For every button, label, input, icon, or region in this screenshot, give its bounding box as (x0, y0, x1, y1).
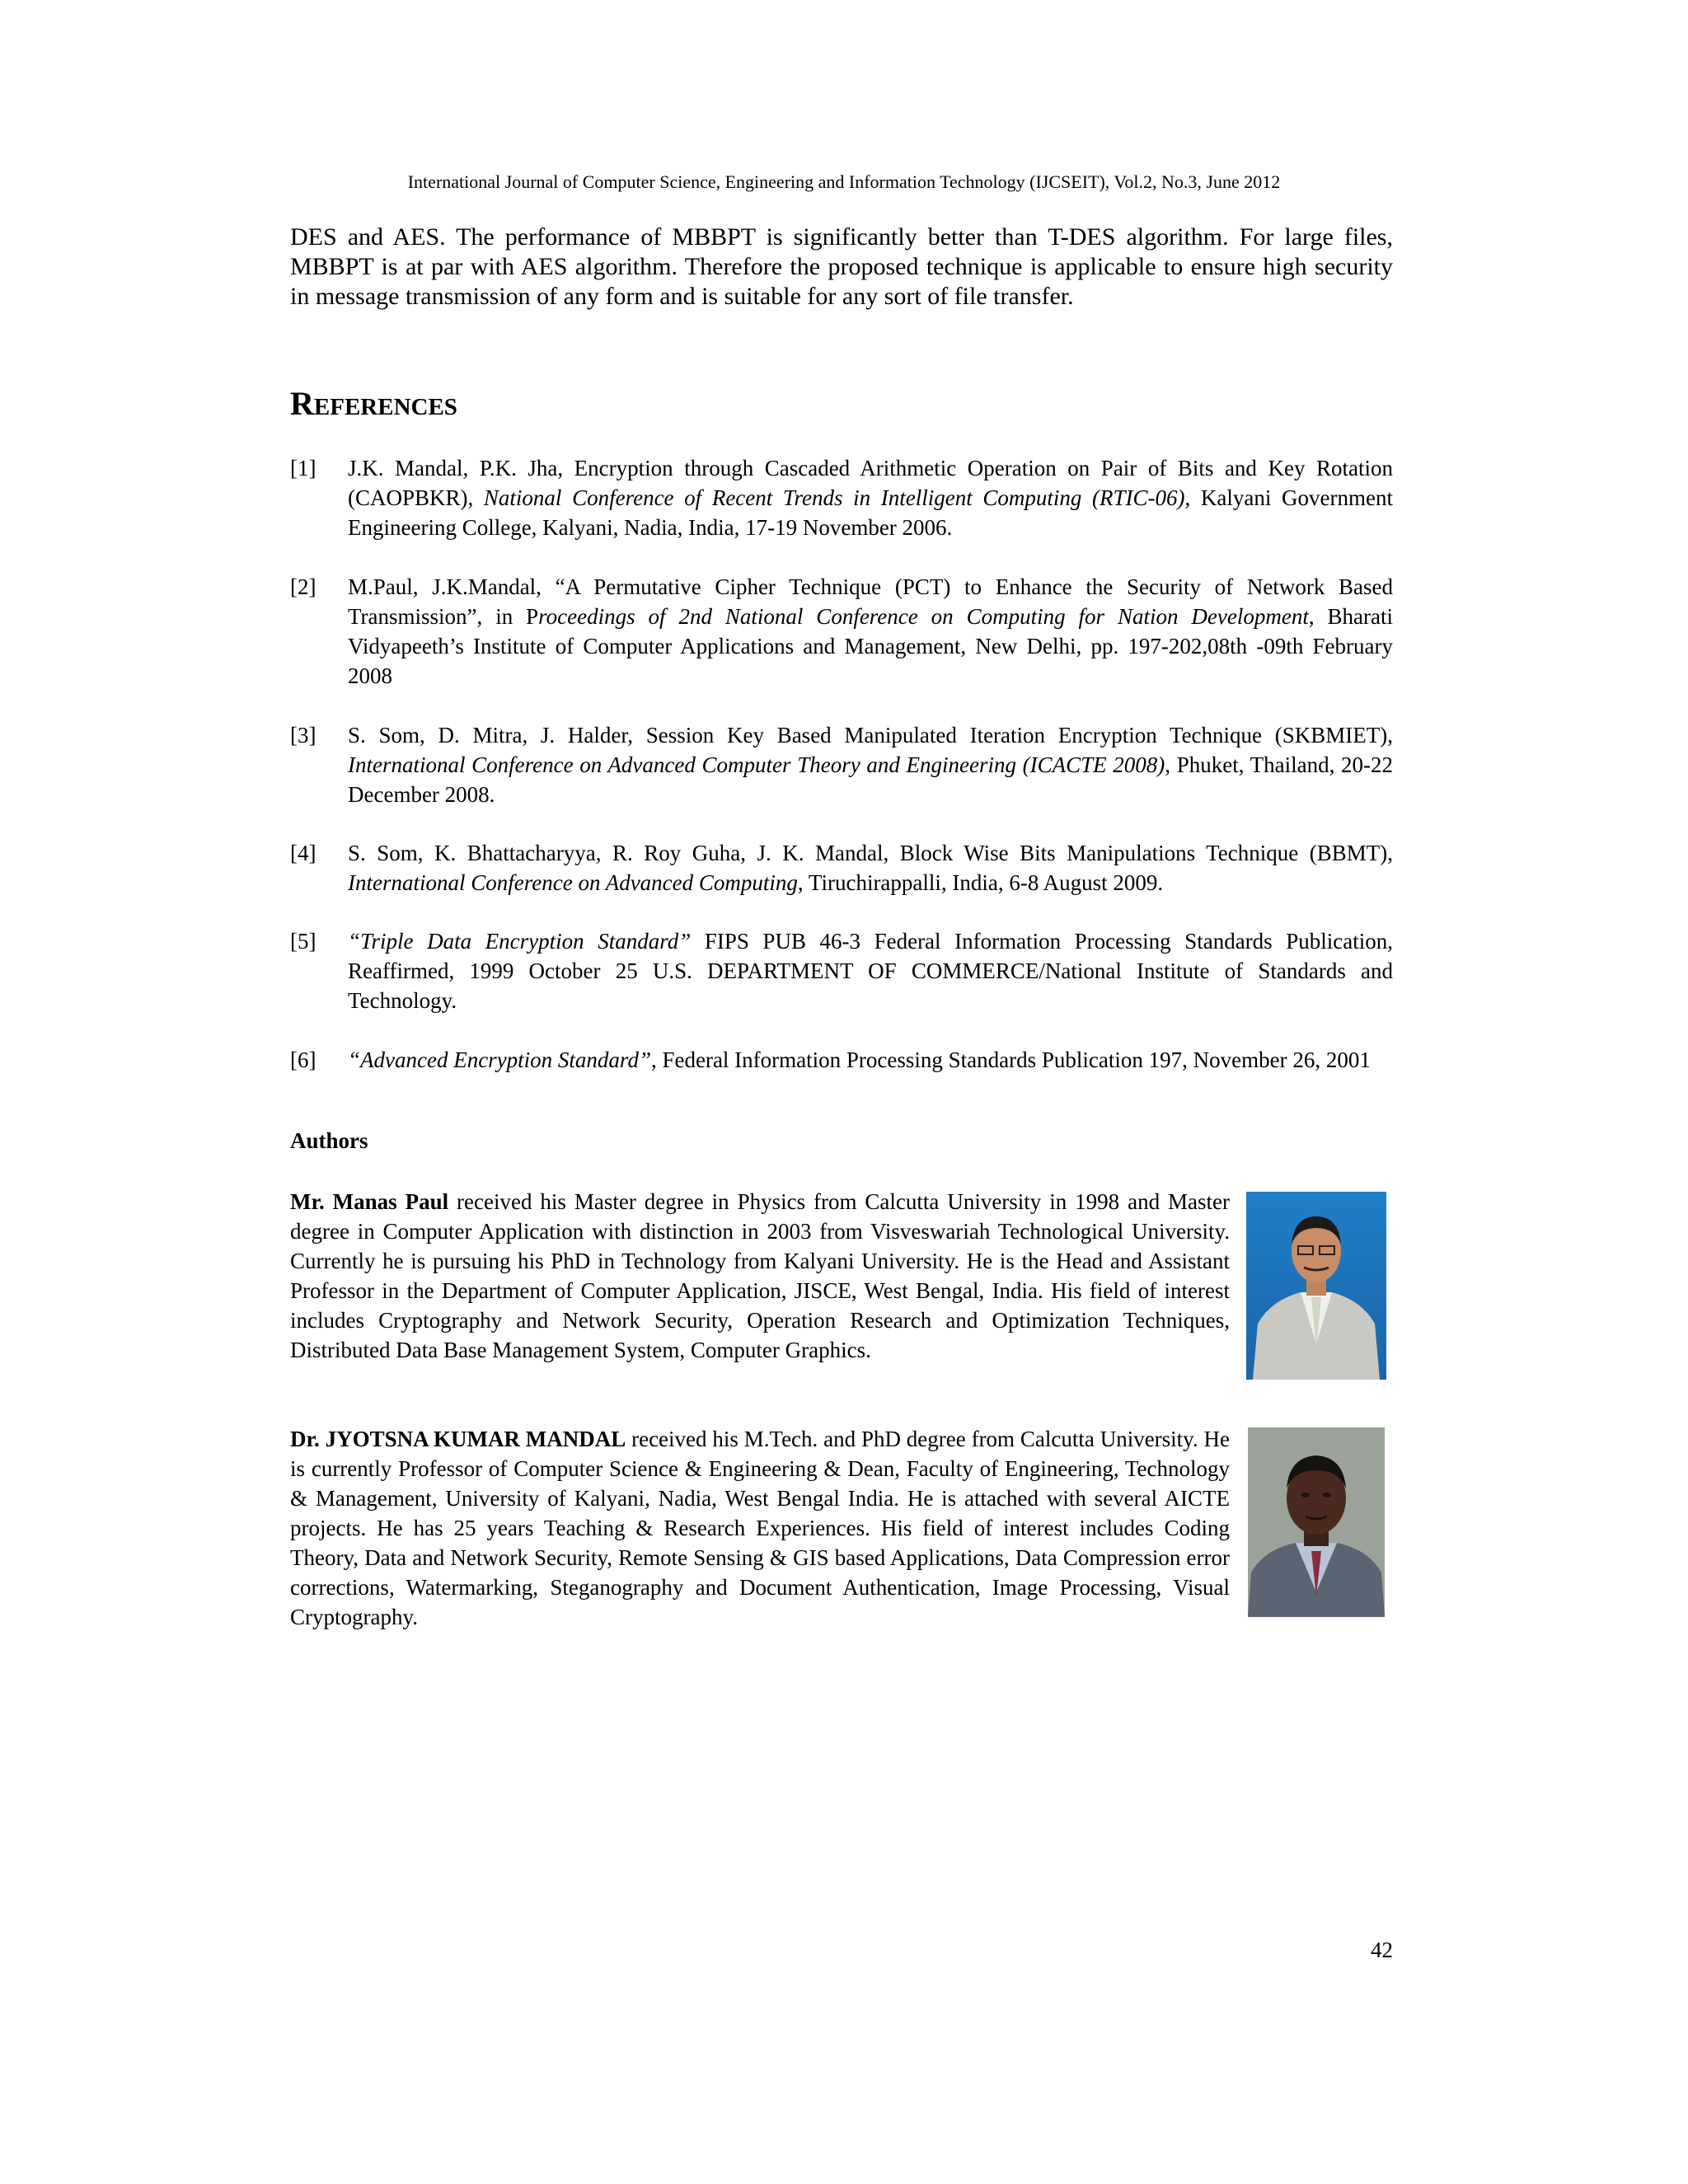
reference-text: J.K. Mandal, P.K. Jha, Encryption through Cascaded Arithmetic Operation on Pair of Bits and Key Rotation (CAOPBKR), (348, 456, 1393, 510)
reference-title: “Advanced Encryption Standard” (348, 1047, 651, 1072)
reference-number: [5] (290, 929, 316, 954)
reference-number: [3] (290, 723, 316, 748)
author-bio-text: received his M.Tech. and PhD degree from Calcutta University. He is currently Professor of Computer Science & Engineering & Dean, Faculty of Engineering, Technology & Management, University of Kalyani, Nadia, West Bengal India. He is attached with several AICTE projects. He has 25 years Teaching & Research Experiences. His field of interest includes Coding Theory, Data and Network Security, Remote Sensing & GIS based Applications, Data Compression error corrections, Watermarking, Steganography and Document Authentication, Image Processing, Visual Cryptography. (290, 1427, 1230, 1629)
reference-venue: National Conference of Recent Trends in Intelligent Computing (RTIC-06) (483, 485, 1185, 510)
reference-text: M.Paul, J.K.Mandal, “A Permutative Cipher Technique (PCT) to Enhance the Security of Network Based Transmission”, in P (348, 574, 1393, 629)
reference-text-tail: , Federal Information Processing Standards Publication 197, November 26, 2001 (650, 1047, 1371, 1072)
reference-text: S. Som, D. Mitra, J. Halder, Session Key Based Manipulated Iteration Encryption Technique (SKBMIET), (348, 723, 1393, 748)
reference-number: [6] (290, 1047, 316, 1072)
reference-text-tail: FIPS PUB 46-3 Federal Information Processing Standards Publication, Reaffirmed, 1999 October 25 U.S. DEPARTMENT OF COMMERCE/National Institute of Standards and Technology. (348, 929, 1393, 1013)
page-number: 42 (1371, 1938, 1393, 1962)
reference-text-tail: , Kalyani Government Engineering College, Kalyani, Nadia, India, 17-19 November 2006. (348, 485, 1393, 540)
reference-text-tail: , Bharati Vidyapeeth’s Institute of Computer Applications and Management, New Delhi, pp. 197-202,08th -09th February 2008 (348, 604, 1393, 688)
reference-venue: roceedings of 2nd National Conference on Computing for Nation Development (538, 604, 1309, 629)
reference-number: [1] (290, 456, 316, 480)
reference-item (290, 1045, 1393, 1075)
reference-number: [2] (290, 574, 316, 599)
author-photo-jyotsna-kumar-mandal (1248, 1427, 1385, 1617)
author-photo-manas-paul (1246, 1192, 1386, 1380)
reference-item (290, 926, 1393, 1015)
references-heading-rest: EFERENCES (313, 394, 457, 420)
reference-text-tail: , Tiruchirappalli, India, 6-8 August 2009. (797, 870, 1164, 895)
author-bio (290, 1187, 1230, 1365)
author-portrait-image (1246, 1192, 1386, 1380)
reference-text: S. Som, K. Bhattacharyya, R. Roy Guha, J. K. Mandal, Block Wise Bits Manipulations Technique (BBMT), (348, 841, 1393, 865)
reference-item (290, 838, 1393, 898)
author-bio-text: received his Master degree in Physics from Calcutta University in 1998 and Master degree in Computer Application with distinction in 2003 from Visveswariah Technological University. Currently he is pursuing his PhD in Technology from Kalyani University. He is the Head and Assistant Professor in the Department of Computer Application, JISCE, West Bengal, India. His field of interest includes Cryptography and Network Security, Operation Research and Optimization Techniques, Distributed Data Base Management System, Computer Graphics. (290, 1189, 1230, 1362)
reference-venue: International Conference on Advanced Computer Theory and Engineering (ICACTE 2008) (348, 752, 1165, 777)
reference-number: [4] (290, 841, 316, 865)
author-bio (290, 1424, 1230, 1632)
references-heading-initial: R (290, 385, 314, 422)
reference-item (290, 453, 1393, 542)
author-name: Mr. Manas Paul (290, 1189, 449, 1214)
reference-item (290, 720, 1393, 809)
reference-text-tail: , Phuket, Thailand, 20-22 December 2008. (348, 752, 1393, 807)
author-name: Dr. JYOTSNA KUMAR MANDAL (290, 1427, 626, 1451)
reference-title: “Triple Data Encryption Standard” (348, 929, 692, 954)
references-heading (290, 386, 457, 425)
authors-heading: Authors (290, 1128, 368, 1153)
reference-venue: International Conference on Advanced Computing (348, 870, 798, 895)
intro-paragraph: DES and AES. The performance of MBBPT is significantly better than T-DES algorithm. For large files, MBBPT is at par with AES algorithm. Therefore the proposed technique is applicable to ensure high security in message transmission of any form and is suitable for any sort of file transfer. (290, 223, 1393, 310)
author-portrait-image (1248, 1427, 1385, 1617)
reference-item (290, 572, 1393, 691)
running-head: International Journal of Computer Science, Engineering and Information Technology (IJCSEIT), Vol.2, No.3, June 2012 (407, 171, 1281, 192)
